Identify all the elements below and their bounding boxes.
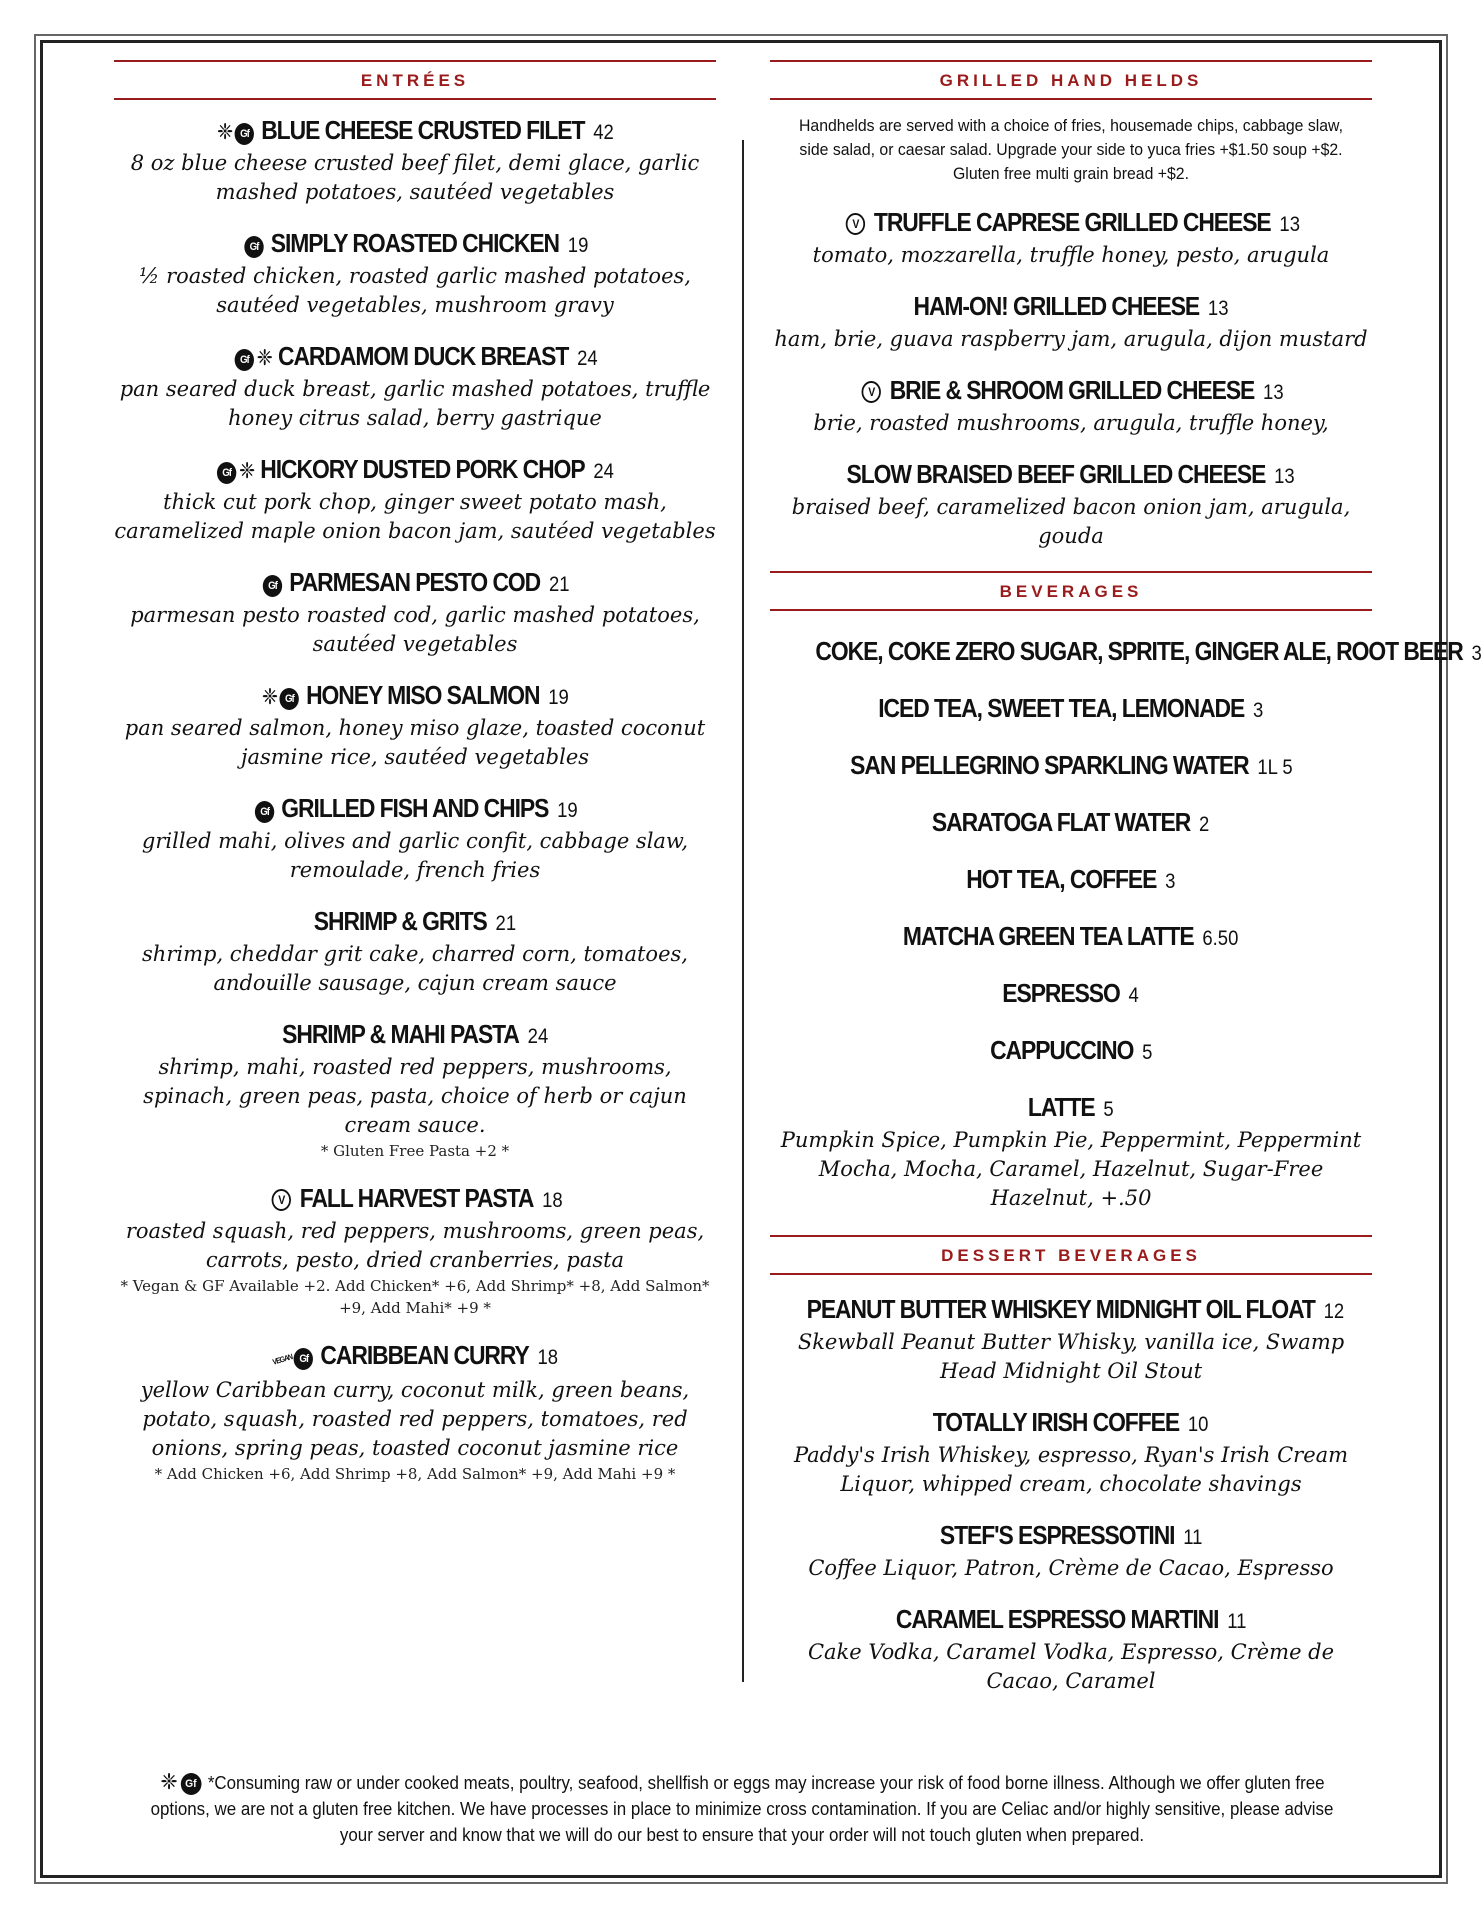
dessert-beverage-item [770,1603,1372,1696]
item-price: 24 [593,460,615,483]
item-name: Gf ❈ HICKORY DUSTED PORK CHOP 24 [216,453,615,488]
item-name: TOTALLY IRISH COFFEE 10 [933,1407,1209,1437]
entree-item [114,1018,716,1162]
entree-item [114,1339,716,1485]
dessert-beverage-item [770,1293,1372,1386]
item-name: VEGAN Gf CARIBBEAN CURRY 18 [272,1339,558,1376]
gluten-free-icon: Gf [235,123,254,145]
item-title-row [114,340,716,375]
entree-item [114,679,716,772]
vegetarian-icon: V [271,1189,290,1211]
item-title-row [770,290,1372,325]
item-description: Pumpkin Spice, Pumpkin Pie, Peppermint, Peppermint Mocha, Mocha, Caramel, Hazelnut, Sugar-Free Hazelnut, +.50 [780,1128,1362,1210]
item-name: SARATOGA FLAT WATER 2 [932,807,1210,837]
item-title-row [114,227,716,262]
item-title-row [770,977,1372,1012]
gluten-free-icon: Gf [244,236,263,258]
item-description: ham, brie, guava raspberry jam, arugula, dijon mustard [774,327,1368,351]
item-title-row [770,1034,1372,1069]
item-name: SHRIMP & GRITS 21 [313,906,517,936]
right-column [770,60,1482,1716]
item-price: 5 [1141,1041,1153,1064]
item-title-row [770,1406,1372,1441]
item-title-row [770,749,1372,784]
item-title-row [114,792,716,827]
item-description: Coffee Liquor, Patron, Crème de Cacao, Espresso [808,1556,1334,1580]
item-price: 1L 5 [1256,756,1293,779]
entrees-heading: ENTRÉES [114,60,716,100]
beverage-item [770,635,1482,670]
item-price: 4 [1128,984,1140,1007]
entree-item [114,340,716,433]
item-note: * Vegan & GF Available +2. Add Chicken* +6, Add Shrimp* +8, Add Salmon* +9, Add Mahi* +9 * [120,1277,710,1317]
item-title-row [114,114,716,149]
item-price: 19 [548,686,569,709]
item-price: 11 [1183,1526,1203,1549]
item-description: tomato, mozzarella, truffle honey, pesto, arugula [812,243,1330,267]
item-price: 6.50 [1202,927,1239,950]
footer-disclaimer [142,1770,1341,1848]
item-description: pan seared salmon, honey miso glaze, toasted coconut jasmine rice, sautéed vegetables [124,716,706,769]
item-name: CAPPUCCINO 5 [989,1035,1153,1065]
item-title-row [114,1018,716,1053]
gluten-free-icon: Gf [280,688,299,710]
item-price: 24 [576,347,598,370]
snowflake-icon: ❈ [239,459,255,484]
item-price: 21 [548,573,570,596]
item-name: STEF'S ESPRESSOTINI 11 [939,1520,1203,1550]
entree-item [114,905,716,998]
item-title-row [770,206,1372,241]
beverage-item [770,863,1372,898]
left-column [114,60,716,1505]
item-name: Gf PARMESAN PESTO COD 21 [261,566,569,601]
item-price: 18 [537,1346,558,1369]
item-price: 13 [1207,297,1229,320]
item-name: HOT TEA, COFFEE 3 [966,864,1176,894]
item-price: 21 [495,912,517,935]
item-price: 18 [541,1189,563,1212]
item-price: 42 [593,121,614,144]
dessert-beverages-list [770,1293,1372,1696]
item-title-row [770,806,1372,841]
item-name: SHRIMP & MAHI PASTA 24 [281,1019,549,1049]
item-description: shrimp, cheddar grit cake, charred corn, tomatoes, andouille sausage, cajun cream sauce [142,942,688,995]
item-title-row [770,374,1372,409]
item-title-row [770,692,1372,727]
item-price: 13 [1279,213,1300,236]
entree-item [114,1182,716,1319]
item-note: * Gluten Free Pasta +2 * [320,1142,510,1160]
item-title-row [114,566,716,601]
footer-icons [159,1770,203,1795]
column-divider [742,140,744,1682]
item-name: PEANUT BUTTER WHISKEY MIDNIGHT OIL FLOAT 12 [806,1294,1345,1324]
entree-item [114,453,716,546]
item-name: HAM-ON! GRILLED CHEESE 13 [913,291,1229,321]
handheld-item [770,374,1372,438]
beverages-heading: BEVERAGES [770,571,1372,611]
snowflake-icon: ❈ [160,1770,178,1795]
item-price: 11 [1227,1610,1247,1633]
item-name: MATCHA GREEN TEA LATTE 6.50 [903,921,1239,951]
item-name: SLOW BRAISED BEEF GRILLED CHEESE 13 [846,459,1296,489]
dessert-beverage-item [770,1406,1372,1499]
item-name: CARAMEL ESPRESSO MARTINI 11 [895,1604,1247,1634]
item-description: braised beef, caramelized bacon onion jam, arugula, gouda [791,495,1351,548]
beverage-item [770,806,1372,841]
item-price: 12 [1323,1300,1345,1323]
gluten-free-icon: Gf [181,1773,202,1795]
vegetarian-icon: V [862,381,881,403]
item-name: ❈ Gf HONEY MISO SALMON 19 [261,679,569,714]
item-description: roasted squash, red peppers, mushrooms, green peas, carrots, pesto, dried cranberries, pasta [125,1219,705,1272]
item-title-row [770,635,1482,670]
item-price: 10 [1188,1413,1209,1436]
item-price: 13 [1274,465,1296,488]
beverage-item [770,920,1372,955]
beverage-item [770,1034,1372,1069]
item-description: grilled mahi, olives and garlic confit, cabbage slaw, remoulade, french fries [141,829,689,882]
item-name: ❈ Gf BLUE CHEESE CRUSTED FILET 42 [216,114,614,149]
item-name: V TRUFFLE CAPRESE GRILLED CHEESE 13 [842,206,1300,241]
entrees-list [114,114,716,1485]
item-description: Cake Vodka, Caramel Vodka, Espresso, Crème de Cacao, Caramel [807,1640,1335,1693]
item-description: parmesan pesto roasted cod, garlic mashed potatoes, sautéed vegetables [130,603,700,656]
item-name: LATTE 5 [1028,1092,1114,1122]
gluten-free-icon: Gf [217,462,236,484]
entree-item [114,114,716,207]
snowflake-icon: ❈ [261,685,278,710]
beverage-item [770,749,1372,784]
item-price: 3 [1471,642,1482,665]
gluten-free-icon: Gf [234,349,253,371]
entree-item [114,792,716,885]
item-description: brie, roasted mushrooms, arugula, truffle honey, [813,411,1329,435]
gluten-free-icon: Gf [294,1348,313,1370]
gluten-free-icon: Gf [263,575,282,597]
vegan-icon: VEGAN [271,1352,293,1367]
item-title-row [770,458,1372,493]
footer-text: *Consuming raw or under cooked meats, poultry, seafood, shellfish or eggs may increase your risk of food borne illness. Although we offer gluten free options, we are not a gluten free kitchen. We have processes in place to minimize cross contamination. If you are Celiac and/or highly sensitive, please advise your server and know that we will do our best to ensure that your order will not touch gluten when prepared. [150,1773,1334,1845]
snowflake-icon: ❈ [217,120,233,145]
handhelds-intro: Handhelds are served with a choice of fries, housemade chips, cabbage slaw, side salad, or caesar salad. Upgrade your side to yuca fries +$1.50 soup +$2. Gluten free multi grain bread +$2. [798,116,1343,183]
vegetarian-icon: V [846,213,865,235]
item-description: pan seared duck breast, garlic mashed potatoes, truffle honey citrus salad, berry gastrique [119,377,711,430]
item-title-row [770,920,1372,955]
item-price: 3 [1253,699,1264,722]
item-description: yellow Caribbean curry, coconut milk, green beans, potato, squash, roasted red peppers, tomatoes, red onions, spring peas, toasted coconut jasmine rice [140,1378,690,1460]
item-price: 3 [1165,870,1176,893]
item-note: * Add Chicken +6, Add Shrimp +8, Add Salmon* +9, Add Mahi +9 * [154,1465,676,1483]
item-price: 19 [567,234,588,257]
item-name: V BRIE & SHROOM GRILLED CHEESE 13 [858,374,1284,409]
snowflake-icon: ❈ [256,346,272,371]
handhelds-list [770,206,1372,551]
item-title-row [114,1339,716,1376]
item-price: 5 [1103,1098,1114,1121]
item-name: Gf SIMPLY ROASTED CHICKEN 19 [242,227,588,262]
item-description: ½ roasted chicken, roasted garlic mashed potatoes, sautéed vegetables, mushroom gravy [139,264,691,317]
item-name: ICED TEA, SWEET TEA, LEMONADE 3 [878,693,1264,723]
item-description: Skewball Peanut Butter Whisky, vanilla ice, Swamp Head Midnight Oil Stout [797,1330,1345,1383]
beverage-item [770,692,1372,727]
beverage-item [770,977,1372,1012]
item-description: 8 oz blue cheese crusted beef filet, demi glace, garlic mashed potatoes, sautéed vegetables [130,151,700,204]
handheld-item [770,458,1372,551]
item-name: ESPRESSO 4 [1002,978,1140,1008]
item-price: 24 [527,1025,549,1048]
handheld-item [770,290,1372,354]
item-name: SAN PELLEGRINO SPARKLING WATER 1L 5 [849,750,1293,780]
item-title-row [770,1091,1372,1126]
dessert-beverages-heading: DESSERT BEVERAGES [770,1235,1372,1275]
entree-item [114,566,716,659]
item-description: Paddy's Irish Whiskey, espresso, Ryan's Irish Cream Liquor, whipped cream, chocolate shavings [793,1443,1349,1496]
item-description: shrimp, mahi, roasted red peppers, mushrooms, spinach, green peas, pasta, choice of herb or cajun cream sauce. [143,1055,687,1137]
beverages-list [770,635,1482,1213]
dessert-beverage-item [770,1519,1372,1583]
item-price: 19 [556,799,578,822]
item-title-row [770,1603,1372,1638]
handheld-item [770,206,1372,270]
item-title-row [770,1519,1372,1554]
item-price: 2 [1199,813,1210,836]
gluten-free-icon: Gf [254,801,273,823]
item-title-row [114,679,716,714]
item-name: Gf GRILLED FISH AND CHIPS 19 [253,792,578,827]
item-title-row [114,453,716,488]
handhelds-heading: GRILLED HAND HELDS [770,60,1372,100]
item-title-row [770,863,1372,898]
item-price: 13 [1263,381,1284,404]
item-title-row [770,1293,1372,1328]
item-name: V FALL HARVEST PASTA 18 [268,1182,563,1217]
item-description: thick cut pork chop, ginger sweet potato mash, caramelized maple onion bacon jam, sautéed vegetables [114,490,716,543]
item-name: COKE, COKE ZERO SUGAR, SPRITE, GINGER ALE, ROOT BEER 3 [815,636,1482,666]
beverage-item [770,1091,1372,1213]
item-title-row [114,1182,716,1217]
item-title-row [114,905,716,940]
item-name: Gf ❈ CARDAMOM DUCK BREAST 24 [233,340,598,375]
entree-item [114,227,716,320]
